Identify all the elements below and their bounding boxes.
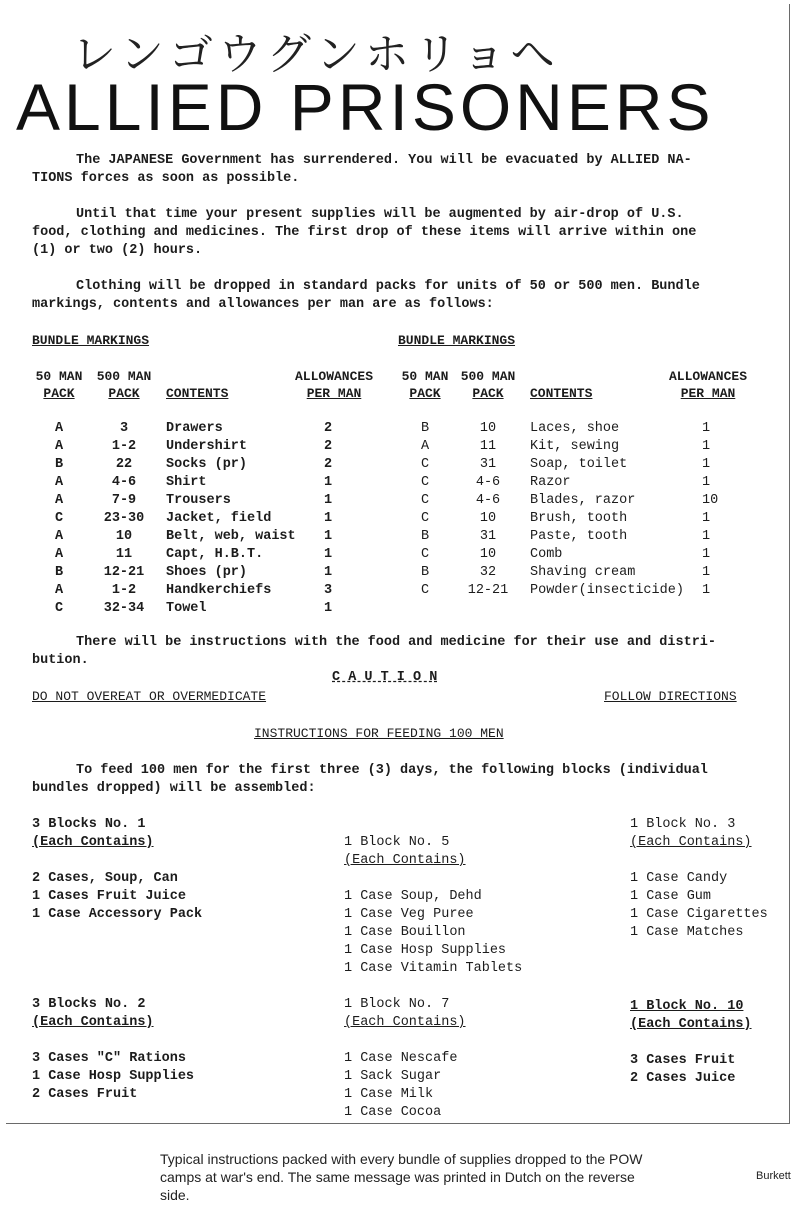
table-cell: Shoes (pr) [166, 565, 248, 580]
left-allowances-column [324, 420, 344, 618]
table-cell: Socks (pr) [166, 457, 248, 472]
block-item: 1 Case Cocoa [344, 1105, 442, 1120]
table-cell: 1 [702, 475, 711, 490]
table-cell: Blades, razor [530, 493, 636, 508]
caution-left-text: DO NOT OVEREAT OR OVERMEDICATE [32, 689, 267, 704]
header-50-pack-left: 50 MAN PACK [35, 369, 83, 401]
table-cell: 32 [479, 565, 497, 580]
table-cell: 4-6 [111, 475, 137, 490]
table-cell: Capt, H.B.T. [166, 547, 264, 562]
right-contents-column [530, 420, 700, 600]
block-item: 1 Case Gum [630, 889, 712, 904]
block-title: 1 Block No. 3 [630, 817, 736, 832]
table-cell: Drawers [166, 421, 223, 436]
block-item: 2 Cases Juice [630, 1071, 736, 1086]
table-cell: B [420, 529, 430, 544]
table-cell: Comb [530, 547, 563, 562]
caution-label: C A U T I O N [332, 670, 438, 685]
table-cell: Trousers [166, 493, 231, 508]
block-no-3 [630, 816, 768, 942]
table-cell: 1-2 [111, 439, 137, 454]
table-cell: 1 [324, 529, 333, 544]
table-cell: A [54, 547, 64, 562]
header-allowances-right: ALLOWANCES PER MAN [668, 369, 747, 401]
photo-caption: Typical instructions packed with every bundle of supplies dropped to the POW camps at war's end. The same message was printed in Dutch on the reverse side. [160, 1151, 643, 1203]
table-cell: 1 [324, 493, 333, 508]
table-cell: C [420, 457, 430, 472]
table-cell: 11 [115, 547, 133, 562]
block-item: 1 Case Accessory Pack [32, 907, 203, 922]
table-cell: 1 [324, 565, 333, 580]
table-cell: 1 [702, 547, 711, 562]
table-cell: 1 [702, 565, 711, 580]
right-pack50-column [396, 420, 454, 600]
feeding-paragraph [32, 762, 772, 798]
block-item: 1 Case Candy [630, 871, 728, 886]
table-cell: B [420, 421, 430, 436]
table-cell: Shaving cream [530, 565, 636, 580]
section-label-right: BUNDLE MARKINGS [398, 333, 516, 348]
text-line: bution. [32, 653, 89, 668]
table-cell: 31 [479, 457, 497, 472]
table-cell: 10 [702, 493, 719, 508]
block-item: 2 Cases Fruit [32, 1087, 138, 1102]
header-500-pack-right: 500 MAN PACK [460, 369, 516, 401]
table-cell: 10 [115, 529, 133, 544]
table-cell: Laces, shoe [530, 421, 620, 436]
header-contents-left: CONTENTS [166, 386, 229, 401]
table-cell: C [420, 475, 430, 490]
block-no-1 [32, 816, 202, 924]
feeding-heading: INSTRUCTIONS FOR FEEDING 100 MEN [254, 726, 504, 741]
text-line: food, clothing and medicines. The first drop of these items will arrive within one [32, 225, 697, 240]
table-cell: Kit, sewing [530, 439, 620, 454]
block-item: 1 Case Cigarettes [630, 907, 768, 922]
header-allowances-left: ALLOWANCES PER MAN [294, 369, 373, 401]
text-line: Clothing will be dropped in standard packs for units of 50 or 500 men. Bundle [76, 279, 700, 294]
block-item: 1 Case Milk [344, 1087, 434, 1102]
table-cell: A [54, 421, 64, 436]
block-subtitle: (Each Contains) [344, 853, 466, 868]
text-line: There will be instructions with the food and medicine for their use and distri- [76, 635, 717, 650]
block-title: 1 Block No. 5 [344, 835, 450, 850]
block-item: 1 Case Hosp Supplies [344, 943, 507, 958]
block-title: 1 Block No. 7 [344, 997, 450, 1012]
text-line: bundles dropped) will be assembled: [32, 781, 316, 796]
table-cell: Shirt [166, 475, 207, 490]
table-cell: Brush, tooth [530, 511, 628, 526]
block-no-10 [630, 998, 752, 1088]
table-cell: A [54, 529, 64, 544]
table-cell: 12-21 [103, 565, 145, 580]
table-cell: 1 [702, 583, 711, 598]
right-pack500-column [456, 420, 520, 600]
table-cell: C [420, 583, 430, 598]
block-item: 1 Case Vitamin Tablets [344, 961, 523, 976]
table-cell: A [54, 583, 64, 598]
table-cell: A [420, 439, 430, 454]
table-cell: Razor [530, 475, 571, 490]
block-item: 1 Case Bouillon [344, 925, 466, 940]
table-cell: 1 [702, 511, 711, 526]
block-item: 1 Case Hosp Supplies [32, 1069, 195, 1084]
table-cell: 4-6 [475, 475, 501, 490]
clothing-paragraph [32, 278, 772, 314]
table-cell: 3 [324, 583, 333, 598]
block-title: 3 Blocks No. 1 [32, 817, 146, 832]
photo-credit: Burkett [756, 1170, 791, 1182]
block-item: 3 Cases "C" Rations [32, 1051, 186, 1066]
block-item: 1 Sack Sugar [344, 1069, 442, 1084]
table-cell: 31 [479, 529, 497, 544]
header-500-pack-left: 500 MAN PACK [96, 369, 152, 401]
block-subtitle: (Each Contains) [344, 1015, 466, 1030]
block-item: 3 Cases Fruit [630, 1053, 736, 1068]
right-allowances-column [702, 420, 726, 600]
table-cell: 3 [119, 421, 129, 436]
text-line: Until that time your present supplies will be augmented by air-drop of U.S. [76, 207, 684, 222]
block-no-7 [344, 996, 466, 1122]
kana-heading: レンゴウグンホリョへ [72, 29, 560, 80]
table-cell: Paste, tooth [530, 529, 628, 544]
table-cell: Towel [166, 601, 207, 616]
table-cell: 22 [115, 457, 133, 472]
table-cell: 4-6 [475, 493, 501, 508]
table-cell: 12-21 [467, 583, 509, 598]
block-subtitle: (Each Contains) [32, 835, 154, 850]
left-pack500-column [92, 420, 156, 618]
block-item: 1 Case Nescafe [344, 1051, 458, 1066]
text-line: (1) or two (2) hours. [32, 243, 203, 258]
header-contents-right: CONTENTS [530, 386, 593, 401]
table-cell: 2 [324, 439, 333, 454]
table-cell: B [54, 565, 64, 580]
table-cell: 2 [324, 421, 333, 436]
page-title: ALLIED PRISONERS [16, 70, 715, 144]
intro-paragraph [32, 152, 772, 188]
header-50-pack-right: 50 MAN PACK [401, 369, 449, 401]
table-cell: C [420, 547, 430, 562]
table-cell: 1 [324, 547, 333, 562]
table-cell: 7-9 [111, 493, 137, 508]
table-cell: 1 [702, 421, 711, 436]
table-cell: 1 [324, 601, 333, 616]
section-label-left: BUNDLE MARKINGS [32, 333, 150, 348]
block-item: 1 Case Veg Puree [344, 907, 474, 922]
block-item: 1 Case Matches [630, 925, 744, 940]
block-title: 3 Blocks No. 2 [32, 997, 146, 1012]
table-cell: C [54, 511, 64, 526]
table-cell: B [420, 565, 430, 580]
block-subtitle: (Each Contains) [32, 1015, 154, 1030]
table-cell: 32-34 [103, 601, 145, 616]
table-cell: A [54, 493, 64, 508]
table-cell: 1-2 [111, 583, 137, 598]
table-cell: 10 [479, 511, 497, 526]
table-cell: 11 [479, 439, 497, 454]
supply-paragraph [32, 206, 772, 260]
table-cell: 1 [324, 475, 333, 490]
block-item: 1 Cases Fruit Juice [32, 889, 186, 904]
table-cell: Powder(insecticide) [530, 583, 684, 598]
block-no-5 [344, 834, 522, 978]
table-cell: A [54, 475, 64, 490]
left-contents-column [166, 420, 296, 618]
table-cell: Handkerchiefs [166, 583, 272, 598]
block-subtitle: (Each Contains) [630, 835, 752, 850]
text-line: TIONS forces as soon as possible. [32, 171, 300, 186]
table-cell: Soap, toilet [530, 457, 628, 472]
text-line: To feed 100 men for the first three (3) days, the following blocks (individual [76, 763, 708, 778]
text-line: markings, contents and allowances per man are as follows: [32, 297, 494, 312]
block-no-2 [32, 996, 194, 1104]
table-cell: A [54, 439, 64, 454]
left-pack50-column [30, 420, 88, 618]
table-cell: C [54, 601, 64, 616]
table-cell: 1 [702, 457, 711, 472]
text-line: The JAPANESE Government has surrendered. You will be evacuated by ALLIED NA- [76, 153, 692, 168]
table-cell: Jacket, field [166, 511, 272, 526]
table-cell: 10 [479, 421, 497, 436]
block-item: 2 Cases, Soup, Can [32, 871, 178, 886]
caution-right-text: FOLLOW DIRECTIONS [604, 689, 737, 704]
table-cell: 1 [324, 511, 333, 526]
table-cell: 1 [702, 529, 711, 544]
table-cell: 10 [479, 547, 497, 562]
block-title: 1 Block No. 10 [630, 999, 744, 1014]
block-subtitle: (Each Contains) [630, 1017, 752, 1032]
table-cell: B [54, 457, 64, 472]
block-item: 1 Case Soup, Dehd [344, 889, 482, 904]
table-cell: Undershirt [166, 439, 248, 454]
table-cell: C [420, 493, 430, 508]
table-cell: 1 [702, 439, 711, 454]
table-cell: 23-30 [103, 511, 145, 526]
table-cell: C [420, 511, 430, 526]
table-cell: 2 [324, 457, 333, 472]
table-cell: Belt, web, waist [166, 529, 296, 544]
instructions-paragraph [32, 634, 772, 670]
